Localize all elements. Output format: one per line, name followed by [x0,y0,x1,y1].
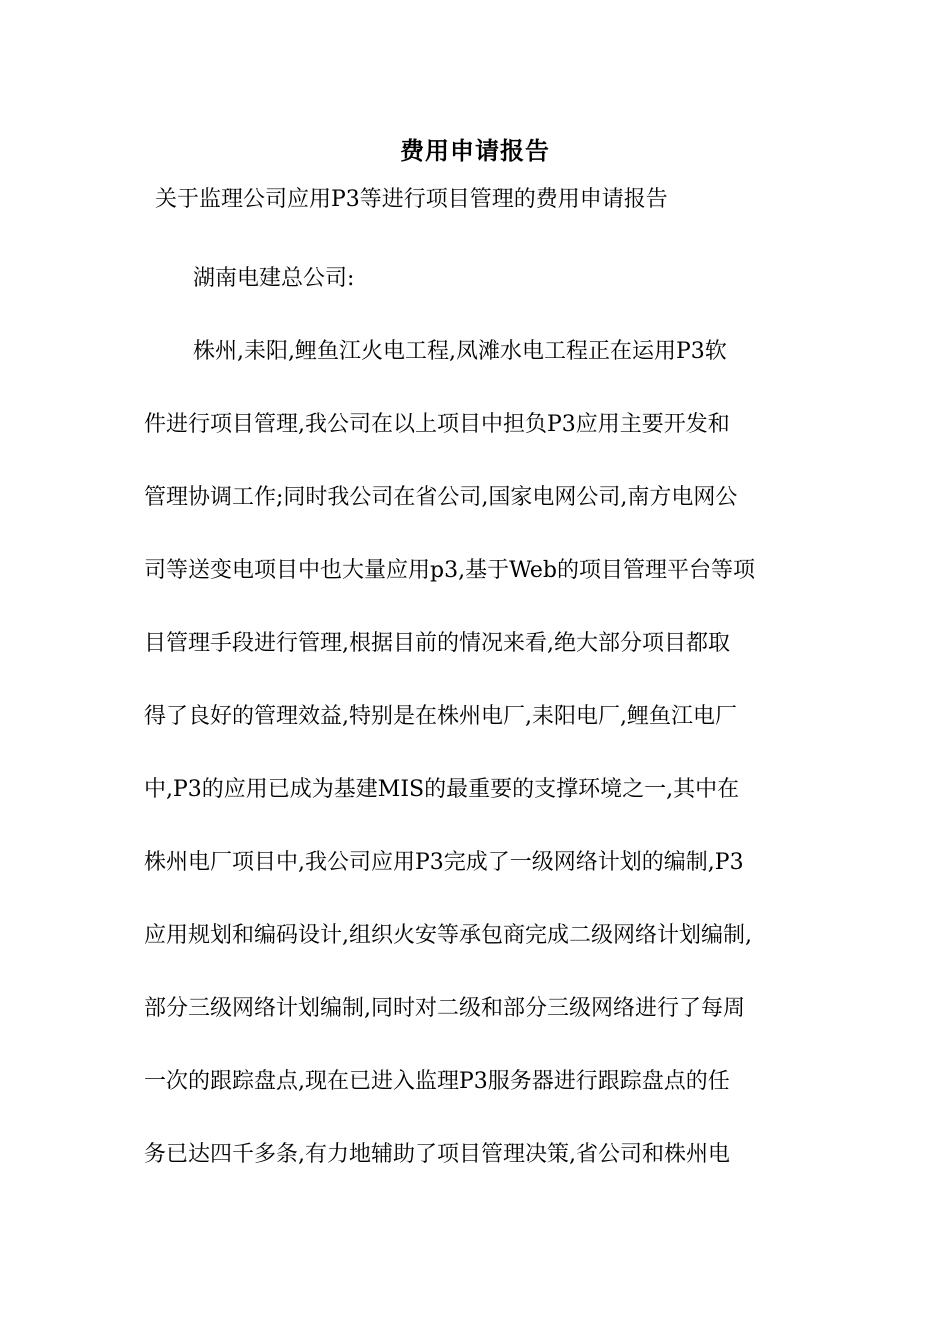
document-subtitle: 关于监理公司应用P3等进行项目管理的费用申请报告 [155,187,668,212]
body-line: 一次的跟踪盘点,现在已进入监理P3服务器进行跟踪盘点的任 [144,1069,730,1094]
body-line: 件进行项目管理,我公司在以上项目中担负P3应用主要开发和 [144,412,730,437]
body-line: 株州,耒阳,鲤鱼江火电工程,凤滩水电工程正在运用P3软 [193,339,727,364]
body-line: 株州电厂项目中,我公司应用P3完成了一级网络计划的编制,P3 [144,850,744,875]
body-line: 得了良好的管理效益,特别是在株州电厂,耒阳电厂,鲤鱼江电厂 [144,704,737,729]
document-title: 费用申请报告 [400,137,550,165]
body-line: 目管理手段进行管理,根据目前的情况来看,绝大部分项目都取 [144,631,730,656]
body-line: 中,P3的应用已成为基建MIS的最重要的支撑环境之一,其中在 [144,777,740,802]
body-line: 应用规划和编码设计,组织火安等承包商完成二级网络计划编制, [144,923,752,948]
body-line: 管理协调工作;同时我公司在省公司,国家电网公司,南方电网公 [144,485,738,510]
salutation: 湖南电建总公司: [193,266,355,291]
body-line: 司等送变电项目中也大量应用p3,基于Web的项目管理平台等项 [144,558,755,583]
body-line: 务已达四千多条,有力地辅助了项目管理决策,省公司和株州电 [144,1142,730,1167]
body-line: 部分三级网络计划编制,同时对二级和部分三级网络进行了每周 [144,996,745,1021]
